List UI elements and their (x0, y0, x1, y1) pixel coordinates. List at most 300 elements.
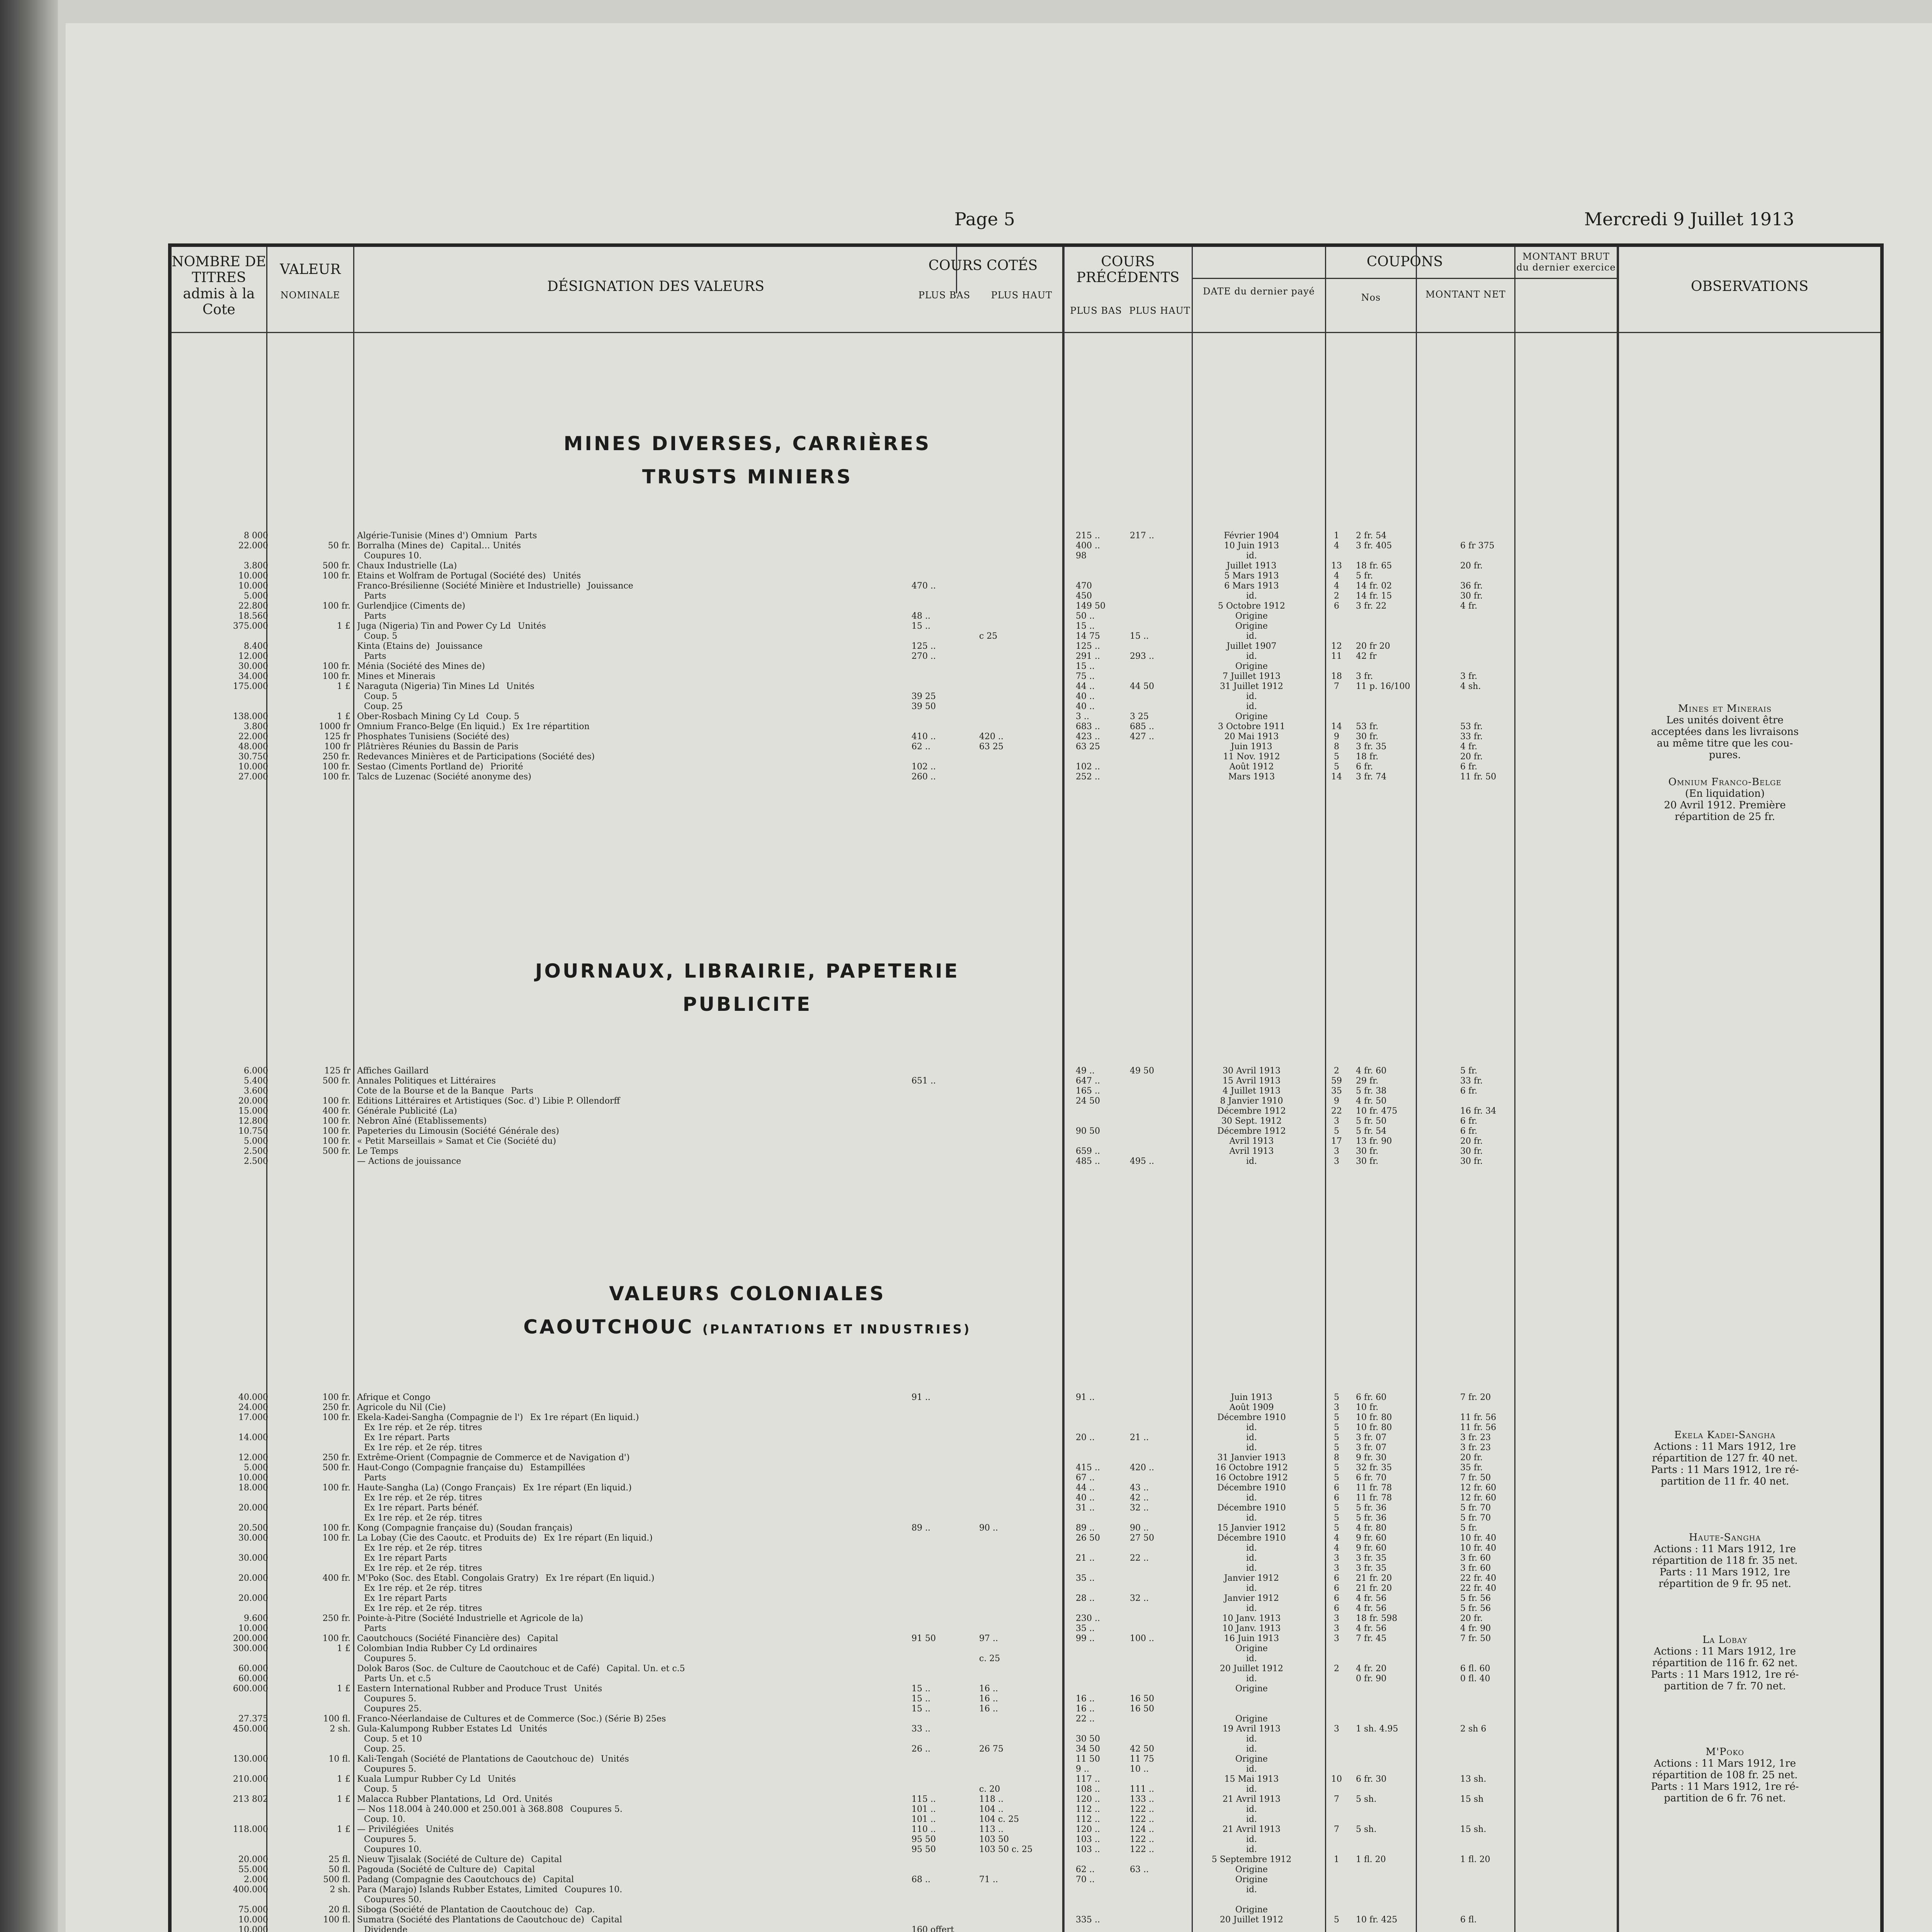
precedent-plus-bas: 63 25 (1076, 742, 1100, 752)
nominal-value: 1 £ (337, 682, 350, 691)
observation-title: Ekela Kadei-Sangha (1674, 1429, 1776, 1441)
coupon-number: 59 (1331, 1076, 1342, 1086)
security-class: Dividende (364, 1925, 408, 1932)
titres-count: 20.500 (238, 1523, 268, 1533)
precedent-plus-bas: 11 50 (1076, 1754, 1100, 1764)
nominal-value: 100 fr. (322, 762, 350, 772)
table-row (172, 1146, 1880, 1156)
gross-amount: 4 fr. 90 (1460, 1624, 1491, 1633)
coupon-net: 6 fr. (1356, 762, 1373, 772)
precedent-plus-bas: 3 .. (1076, 712, 1089, 721)
coupon-date: id. (1246, 1885, 1257, 1895)
coupon-net: 3 fr. 35 (1356, 1563, 1387, 1573)
security-class: Coup. 5 (364, 631, 398, 641)
coupon-number: 18 (1331, 672, 1342, 681)
titres-count: 10.000 (238, 571, 268, 581)
nominal-value: 100 fl. (323, 1714, 350, 1724)
observation-note (1578, 703, 1872, 761)
precedent-plus-haut: 42 .. (1130, 1493, 1149, 1503)
table-row (172, 1724, 1880, 1734)
coupon-number: 6 (1334, 1583, 1339, 1593)
coupon-net: 5 fr. 54 (1356, 1126, 1387, 1136)
section-title-line: TRUSTS MINIERS (642, 466, 853, 488)
gross-amount: 10 fr. 40 (1460, 1533, 1497, 1543)
nominal-value: 1 £ (337, 1794, 350, 1804)
observation-title: M'Poko (1706, 1746, 1744, 1758)
precedent-plus-haut: 22 .. (1130, 1553, 1149, 1563)
gross-amount: 20 fr. (1460, 1453, 1483, 1463)
page-number: Page 5 (954, 209, 1015, 230)
security-class: Priorité (490, 762, 523, 772)
security-designation: Afrique et Congo (357, 1393, 430, 1402)
precedent-plus-bas: 35 .. (1076, 1624, 1095, 1633)
precedent-plus-haut: 122 .. (1130, 1845, 1154, 1854)
precedent-plus-bas: 40 .. (1076, 702, 1095, 711)
nominal-value: 400 fr. (322, 1106, 350, 1116)
security-name (357, 571, 1049, 581)
security-name (357, 1734, 1049, 1744)
gross-amount: 6 fr. (1460, 762, 1478, 772)
precedent-plus-haut: 293 .. (1130, 651, 1154, 661)
gross-amount: 2 sh 6 (1460, 1724, 1486, 1734)
observation-line: répartition de 116 fr. 62 net. (1652, 1657, 1798, 1669)
cours-plus-bas: 125 .. (912, 641, 936, 651)
nominal-value: 500 fr. (322, 1146, 350, 1156)
section-title (442, 432, 1053, 488)
precedent-plus-haut: 111 .. (1130, 1784, 1154, 1794)
coupon-date: Origine (1235, 1875, 1268, 1884)
titres-count: 130.000 (233, 1754, 268, 1764)
coupon-date: id. (1246, 1815, 1257, 1824)
titres-count: 30.000 (238, 662, 268, 671)
coupon-net: 53 fr. (1356, 722, 1379, 731)
security-name (357, 1563, 1049, 1573)
coupon-net: 2 fr. 54 (1356, 531, 1387, 541)
gross-amount: 11 fr. 50 (1460, 772, 1497, 782)
section-title-line: MINES DIVERSES, CARRIÈRES (563, 432, 931, 455)
cours-plus-bas: 270 .. (912, 651, 936, 661)
coupon-net: 18 fr. 598 (1356, 1614, 1398, 1623)
coupon-net: 3 fr. 35 (1356, 1553, 1387, 1563)
security-class: Unités (425, 1825, 454, 1834)
coupon-date: Origine (1235, 662, 1268, 671)
gross-amount: 15 sh (1460, 1794, 1484, 1804)
coupon-net: 20 fr 20 (1356, 641, 1390, 651)
table-row (172, 1116, 1880, 1126)
precedent-plus-haut: 21 .. (1130, 1433, 1149, 1442)
security-designation: Malacca Rubber Plantations, Ld (357, 1794, 496, 1804)
nominal-value: 10 fl. (328, 1754, 350, 1764)
nominal-value: 2 sh. (330, 1724, 350, 1734)
security-class: Capital… Unités (451, 541, 521, 551)
observation-line: Parts : 11 Mars 1912, 1re ré- (1651, 1669, 1799, 1680)
security-name (357, 1106, 1049, 1116)
coupon-date: id. (1246, 1845, 1257, 1854)
security-designation: Kong (Compagnie française du) (Soudan français) (357, 1523, 573, 1533)
security-designation: La Lobay (Cie des Caoutc. et Produits de) (357, 1533, 537, 1543)
security-designation: Siboga (Société de Plantation de Caoutchouc de) (357, 1905, 568, 1915)
coupon-number: 3 (1334, 1614, 1339, 1623)
table-row (172, 1086, 1880, 1096)
security-designation: Haute-Sangha (La) (Congo Français) (357, 1483, 516, 1493)
observation-note (1578, 1532, 1872, 1590)
gross-amount: 33 fr. (1460, 1076, 1483, 1086)
gross-amount: 7 fr. 50 (1460, 1634, 1491, 1643)
security-name (357, 1473, 1049, 1483)
header-cours-precedents: COURS PRÉCÉDENTS (1076, 254, 1180, 286)
gross-amount: 6 fl. (1460, 1915, 1477, 1925)
table-row (172, 662, 1880, 672)
coupon-date: 21 Avril 1913 (1223, 1794, 1281, 1804)
coupon-date: 10 Janv. 1913 (1222, 1614, 1281, 1623)
security-class: Parts Un. et c.5 (364, 1674, 431, 1684)
coupon-number: 5 (1334, 1423, 1339, 1432)
table-row (172, 1614, 1880, 1624)
table-row (172, 1694, 1880, 1704)
cours-plus-bas: 62 .. (912, 742, 930, 752)
coupon-net: 6 fr. 70 (1356, 1473, 1387, 1483)
gross-amount: 5 fr. 56 (1460, 1604, 1491, 1613)
table-row (172, 1066, 1880, 1076)
coupon-date: Origine (1235, 1684, 1268, 1694)
coupon-number: 17 (1331, 1136, 1342, 1146)
security-class: Cap. (575, 1905, 595, 1915)
security-class: Coupures 5. (364, 1694, 417, 1704)
observation-line: Actions : 11 Mars 1912, 1re (1654, 1646, 1796, 1657)
titres-count: 175.000 (233, 682, 268, 691)
coupon-date: 16 Octobre 1912 (1215, 1463, 1288, 1473)
gross-amount: 16 fr. 34 (1460, 1106, 1497, 1116)
titres-count: 22.000 (238, 541, 268, 551)
coupon-net: 10 fr. (1356, 1403, 1379, 1412)
observation-line: répartition de 9 fr. 95 net. (1658, 1578, 1791, 1590)
precedent-plus-haut: 15 .. (1130, 631, 1149, 641)
coupon-date: 8 Janvier 1910 (1220, 1096, 1283, 1106)
coupon-number: 6 (1334, 1573, 1339, 1583)
cours-plus-bas: 39 50 (912, 702, 936, 711)
table-row (172, 1136, 1880, 1146)
coupon-date: Origine (1235, 1754, 1268, 1764)
coupon-date: Origine (1235, 611, 1268, 621)
security-class: Ex 1re répart (En liquid.) (522, 1483, 632, 1493)
coupon-date: 30 Sept. 1912 (1221, 1116, 1282, 1126)
security-class: Coup. 10. (364, 1815, 406, 1824)
security-designation: Sumatra (Société des Plantations de Caoutchouc de) (357, 1915, 585, 1925)
page (66, 23, 1932, 1932)
titres-count: 27.375 (238, 1714, 268, 1724)
coupon-date: 15 Avril 1913 (1223, 1076, 1281, 1086)
coupon-date: 11 Nov. 1912 (1223, 752, 1280, 762)
coupon-number: 9 (1334, 1096, 1339, 1106)
precedent-plus-bas: 35 .. (1076, 1573, 1095, 1583)
precedent-plus-bas: 40 .. (1076, 1493, 1095, 1503)
security-class: Parts (515, 531, 537, 541)
header-montant-brut: MONTANT BRUT du dernier exercice (1516, 251, 1616, 273)
table-row (172, 1594, 1880, 1604)
observation-line: acceptées dans les livraisons (1651, 726, 1799, 738)
security-designation: M'Poko (Soc. des Établ. Congolais Gratry) (357, 1573, 539, 1583)
coupon-date: id. (1246, 1835, 1257, 1844)
header-observations: OBSERVATIONS (1690, 279, 1809, 294)
coupon-date: id. (1246, 1804, 1257, 1814)
precedent-plus-bas: 423 .. (1076, 732, 1100, 742)
gross-amount: 53 fr. (1460, 722, 1483, 731)
coupon-date: Août 1912 (1229, 762, 1274, 772)
observation-line: au même titre que les cou- (1656, 738, 1793, 749)
nominal-value: 100 fr. (322, 571, 350, 581)
gross-amount: 20 fr. (1460, 752, 1483, 762)
security-class: Ex 1re rép. et 2e rép. titres (364, 1513, 482, 1523)
table-row (172, 1704, 1880, 1714)
security-class: Coup. 5 (364, 1784, 398, 1794)
coupon-number: 7 (1334, 682, 1339, 691)
header-plus-haut: PLUS HAUT (991, 290, 1053, 301)
security-designation: Talcs de Luzenac (Société anonyme des) (357, 772, 531, 782)
security-name (357, 1463, 1049, 1473)
security-designation: — Actions de jouissance (357, 1156, 461, 1166)
titres-count: 10.000 (238, 762, 268, 772)
titres-count: 10.000 (238, 1915, 268, 1925)
security-class: Ex 1re répart (En liquid.) (545, 1573, 655, 1583)
titres-count: 15.000 (238, 1106, 268, 1116)
security-designation: Editions Littéraires et Artistiques (Soc. d') Libie P. Ollendorff (357, 1096, 620, 1106)
titres-count: 40.000 (238, 1393, 268, 1402)
table-row (172, 591, 1880, 601)
titres-count: 18.000 (238, 1483, 268, 1493)
nominal-value: 100 fr (324, 742, 350, 752)
table-row (172, 1885, 1880, 1895)
precedent-plus-bas: 103 .. (1076, 1845, 1100, 1854)
coupon-date: 15 Janvier 1912 (1217, 1523, 1286, 1533)
table-row (172, 1624, 1880, 1634)
titres-count: 3.800 (244, 561, 268, 571)
gross-amount: 3 fr. 23 (1460, 1443, 1491, 1452)
coupon-net: 29 fr. (1356, 1076, 1379, 1086)
precedent-plus-bas: 21 .. (1076, 1553, 1095, 1563)
nominal-value: 1 £ (337, 1825, 350, 1834)
observation-line: Actions : 11 Mars 1912, 1re (1654, 1543, 1796, 1555)
cours-plus-bas: 15 .. (912, 621, 930, 631)
table-row (172, 1865, 1880, 1875)
security-name (357, 1126, 1049, 1136)
coupon-net: 21 fr. 20 (1356, 1583, 1392, 1593)
observation-line: (En liquidation) (1685, 788, 1765, 799)
nominal-value: 100 fr. (322, 1136, 350, 1146)
security-designation: Nebron Aîné (Etablissements) (357, 1116, 487, 1126)
nominal-value: 1000 fr (319, 722, 350, 731)
gross-amount: 20 fr. (1460, 561, 1483, 571)
coupon-date: 30 Avril 1913 (1223, 1066, 1281, 1076)
titres-count: 2.500 (244, 1156, 268, 1166)
security-name (357, 1503, 1049, 1513)
security-name (357, 1493, 1049, 1503)
header-nominale: NOMINALE (280, 290, 340, 301)
security-class: Coup. 5 (364, 692, 398, 701)
table-row (172, 692, 1880, 702)
coupon-net: 4 fr. 80 (1356, 1523, 1387, 1533)
security-name (357, 1156, 1049, 1167)
security-designation: Franco-Brésilienne (Société Minière et Industrielle) (357, 581, 581, 591)
coupon-number: 2 (1334, 591, 1339, 601)
security-name (357, 1915, 1049, 1925)
gross-amount: 4 sh. (1460, 682, 1481, 691)
cours-plus-bas: 15 .. (912, 1704, 930, 1714)
security-name (357, 1583, 1049, 1594)
security-name (357, 591, 1049, 601)
coupon-date: Décembre 1910 (1217, 1483, 1286, 1493)
precedent-plus-bas: 112 .. (1076, 1815, 1100, 1824)
titres-count: 300.000 (233, 1644, 268, 1653)
security-name (357, 1433, 1049, 1443)
precedent-plus-bas: 647 .. (1076, 1076, 1100, 1086)
cours-plus-haut: 16 .. (979, 1704, 998, 1714)
security-name (357, 1116, 1049, 1126)
nominal-value: 100 fr. (322, 1413, 350, 1422)
titres-count: 12.000 (238, 1453, 268, 1463)
coupon-net: 3 fr. 07 (1356, 1443, 1387, 1452)
precedent-plus-bas: 34 50 (1076, 1744, 1100, 1754)
coupon-net: 1 sh. 4.95 (1356, 1724, 1398, 1734)
coupon-number: 8 (1334, 742, 1339, 752)
nominal-value: 400 fr. (322, 1573, 350, 1583)
coupon-date: 15 Mai 1913 (1224, 1774, 1279, 1784)
titres-count: 17.000 (238, 1413, 268, 1422)
titres-count: 30.000 (238, 1533, 268, 1543)
cours-plus-haut: 104 .. (979, 1804, 1003, 1814)
observation-line: Actions : 11 Mars 1912, 1re (1654, 1758, 1796, 1769)
security-designation: Papeteries du Limousin (Société Générale des) (357, 1126, 559, 1136)
precedent-plus-bas: 99 .. (1076, 1634, 1095, 1643)
precedent-plus-haut: 49 50 (1130, 1066, 1154, 1076)
precedent-plus-bas: 40 .. (1076, 692, 1095, 701)
nominal-value: 100 fr. (322, 1483, 350, 1493)
header-prec-plus-haut: PLUS HAUT (1129, 305, 1190, 316)
cours-plus-bas: 68 .. (912, 1875, 930, 1884)
coupon-number: 5 (1334, 1393, 1339, 1402)
coupon-net: 0 fr. 90 (1356, 1674, 1387, 1684)
precedent-plus-bas: 20 .. (1076, 1433, 1095, 1442)
titres-count: 27.000 (238, 772, 268, 782)
cours-plus-haut: 63 25 (979, 742, 1003, 752)
coupon-number: 10 (1331, 1774, 1342, 1784)
nominal-value: 1 £ (337, 712, 350, 721)
coupon-date: 16 Octobre 1912 (1215, 1473, 1288, 1483)
table-row (172, 1875, 1880, 1885)
precedent-plus-bas: 117 .. (1076, 1774, 1100, 1784)
cours-plus-bas: 15 .. (912, 1694, 930, 1704)
precedent-plus-bas: 15 .. (1076, 662, 1095, 671)
gross-amount: 7 fr. 50 (1460, 1473, 1491, 1483)
security-designation: Kali-Tengah (Société de Plantations de Caoutchouc de) (357, 1754, 594, 1764)
security-class: Parts (364, 611, 386, 621)
observation-line: partition de 6 fr. 76 net. (1664, 1793, 1786, 1804)
titres-count: 75.000 (238, 1905, 268, 1915)
coupon-net: 5 fr. 50 (1356, 1116, 1387, 1126)
precedent-plus-bas: 14 75 (1076, 631, 1100, 641)
titres-count: 14.000 (238, 1433, 268, 1442)
observation-line: répartition de 108 fr. 25 net. (1652, 1769, 1798, 1781)
coupon-number: 14 (1331, 722, 1342, 731)
section-title (442, 960, 1053, 1015)
titres-count: 20.000 (238, 1503, 268, 1513)
coupon-number: 5 (1334, 1413, 1339, 1422)
cours-plus-haut: 16 .. (979, 1694, 998, 1704)
coupon-date: id. (1246, 1543, 1257, 1553)
titres-count: 2.500 (244, 1146, 268, 1156)
security-designation: Gurlendjice (Ciments de) (357, 601, 466, 611)
coupon-net: 42 fr (1356, 651, 1377, 661)
security-class: Coup. 5 (486, 712, 520, 721)
observation-line: partition de 7 fr. 70 net. (1664, 1680, 1786, 1692)
precedent-plus-bas: 22 .. (1076, 1714, 1095, 1724)
coupon-net: 5 fr. (1356, 571, 1373, 581)
coupon-date: 31 Janvier 1913 (1217, 1453, 1286, 1463)
security-class: Unités (553, 571, 581, 581)
security-designation: Redevances Minières et de Participations (Société des) (357, 752, 595, 762)
gross-amount: 0 fl. 40 (1460, 1674, 1490, 1684)
gross-amount: 6 fr 375 (1460, 541, 1495, 551)
table-row (172, 1413, 1880, 1423)
coupon-date: id. (1246, 692, 1257, 701)
coupon-date: id. (1246, 591, 1257, 601)
coupon-number: 5 (1334, 1513, 1339, 1523)
coupon-net: 9 fr. 30 (1356, 1453, 1387, 1463)
coupon-number: 3 (1334, 1156, 1339, 1166)
nominal-value: 100 fr. (322, 1523, 350, 1533)
cours-plus-haut: 420 .. (979, 732, 1003, 742)
security-name (357, 1136, 1049, 1146)
titres-count: 600.000 (233, 1684, 268, 1694)
titres-count: 10.000 (238, 1473, 268, 1483)
cours-plus-haut: 118 .. (979, 1794, 1003, 1804)
coupon-date: 5 Septembre 1912 (1211, 1855, 1292, 1864)
security-designation: Agricole du Nil (Cie) (357, 1403, 446, 1412)
security-designation: Para (Marajo) Islands Rubber Estates, Limited (357, 1885, 558, 1895)
titres-count: 3.600 (244, 1086, 268, 1096)
security-name (357, 1774, 1049, 1784)
table-row (172, 1403, 1880, 1413)
cours-plus-bas: 89 .. (912, 1523, 930, 1533)
security-class: Ex 1re répart. Parts (364, 1433, 450, 1442)
nominal-value: 250 fr. (322, 1403, 350, 1412)
nominal-value: 50 fl. (328, 1865, 350, 1874)
precedent-plus-haut: 42 50 (1130, 1744, 1154, 1754)
security-name (357, 1644, 1049, 1654)
coupon-number: 1 (1334, 1855, 1339, 1864)
titres-count: 118.000 (233, 1825, 268, 1834)
titres-count: 30.750 (238, 752, 268, 762)
titres-count: 2.000 (244, 1875, 268, 1884)
precedent-plus-bas: 44 .. (1076, 682, 1095, 691)
table-row (172, 1393, 1880, 1403)
security-class: Unités (574, 1684, 602, 1694)
coupon-number: 5 (1334, 1915, 1339, 1925)
cours-plus-haut: c. 25 (979, 1654, 1000, 1663)
cours-plus-bas: 91 .. (912, 1393, 930, 1402)
coupon-number: 3 (1334, 1624, 1339, 1633)
precedent-plus-bas: 49 .. (1076, 1066, 1095, 1076)
cours-plus-haut: 113 .. (979, 1825, 1003, 1834)
security-designation: Franco-Néerlandaise de Cultures et de Commerce (Soc.) (Série B) 25es (357, 1714, 666, 1724)
gross-amount: 12 fr. 60 (1460, 1483, 1497, 1493)
security-name (357, 1573, 1049, 1583)
coupon-date: id. (1246, 1744, 1257, 1754)
precedent-plus-bas: 28 .. (1076, 1594, 1095, 1603)
security-designation: Phosphates Tunisiens (Société des) (357, 732, 509, 742)
coupon-date: 16 Juin 1913 (1224, 1634, 1279, 1643)
table-row (172, 1076, 1880, 1086)
cours-plus-bas: 91 50 (912, 1634, 936, 1643)
